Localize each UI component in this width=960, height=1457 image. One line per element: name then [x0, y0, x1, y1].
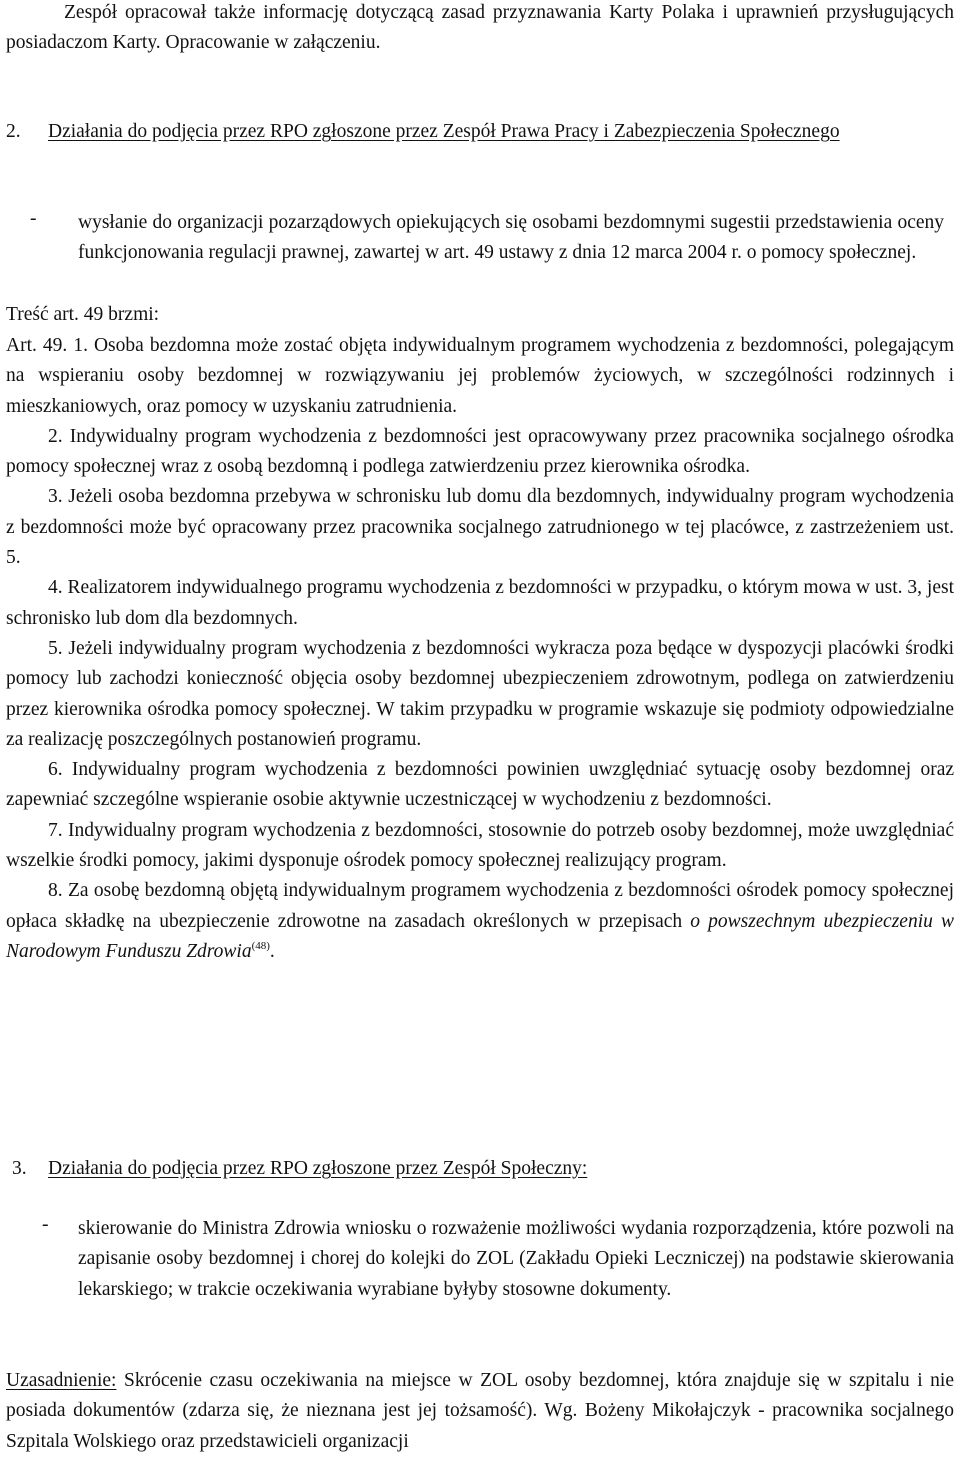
footnote-reference: (48): [251, 939, 270, 952]
section-2-bullet-text: wysłanie do organizacji pozarządowych opiekujących się osobami bezdomnymi sugestii przedstawienia oceny funkcjonowania regulacji prawnej, zawartej w art. 49 ustawy z dnia 12 marca 2004 r. o pomocy społecznej.: [78, 212, 944, 264]
bullet-dash: -: [30, 208, 37, 229]
article-intro-label: Treść art. 49 brzmi:: [6, 304, 160, 325]
article-paragraph-4: 4. Realizatorem indywidualnego programu wychodzenia z bezdomności w przypadku, o którym mowa w ust. 3, jest schronisko lub dom dla bezdomnych.: [6, 577, 954, 629]
section-2-title: Działania do podjęcia przez RPO zgłoszone przez Zespół Prawa Pracy i Zabezpieczenia Społecznego: [48, 121, 840, 142]
article-paragraph-5: 5. Jeżeli indywidualny program wychodzenia z bezdomności wykracza poza będące w dyspozycji placówki środki pomocy lub zachodzi konieczność objęcia osoby bezdomnej ubezpieczeniem zdrowotnym, podlega on zatwierdzeniu przez kierownika ośrodka pomocy społecznej. W takim przypadku w programie wskazuje się podmioty odpowiedzialne za realizację poszczególnych postanowień programu.: [6, 637, 954, 750]
section-3-number: 3.: [12, 1158, 27, 1179]
article-paragraph-3: 3. Jeżeli osoba bezdomna przebywa w schronisku lub domu dla bezdomnych, indywidualny program wychodzenia z bezdomności może być opracowany przez pracownika socjalnego zatrudnionego w tej placówce, z zastrzeżeniem ust. 5.: [6, 486, 954, 569]
justification-paragraph: Uzasadnienie: Skrócenie czasu oczekiwania na miejsce w ZOL osoby bezdomnej, która znajduje się w szpitalu i nie posiada dokumentów (zdarza się, że nieznana jest jej tożsamość). Wg. Bożeny Mikołajczyk - pracownika socjalnego Szpitala Wolskiego oraz przedstawicieli organizacji: [6, 1370, 954, 1452]
section-2-number: 2.: [6, 121, 21, 142]
article-paragraph-7: 7. Indywidualny program wychodzenia z bezdomności, stosownie do potrzeb osoby bezdomnej, może uwzględniać wszelkie środki pomocy, jakimi dysponuje ośrodek pomocy społecznej realizujący program.: [6, 819, 954, 872]
article-paragraph-6: 6. Indywidualny program wychodzenia z bezdomności powinien uwzględniać sytuację osoby bezdomnej oraz zapewniać szczególne wspieranie osobie aktywnie uczestniczącej w wychodzeniu z bezdomności.: [6, 759, 954, 811]
article-paragraph-8: 8. Za osobę bezdomną objętą indywidualnym programem wychodzenia z bezdomności ośrodek pomocy społecznej opłaca składkę na ubezpieczenie zdrowotne na zasadach określonych w przepisach o powszechnym ubezpieczeniu w Narodowym Funduszu Zdrowia$^{(48)}$.: [6, 880, 954, 962]
section-3-bullet: [6, 1214, 954, 1305]
section-3-title: Działania do podjęcia przez RPO zgłoszone przez Zespół Społeczny:: [48, 1158, 588, 1179]
law-title: o powszechnym ubezpieczeniu w Narodowym Funduszu Zdrowia: [6, 910, 954, 962]
section-3-bullet-text: skierowanie do Ministra Zdrowia wniosku o rozważenie możliwości wydania rozporządzenia, które pozwoli na zapisanie osoby bezdomnej i chorej do kolejki do ZOL (Zakładu Opieki Leczniczej) na podstawie skierowania lekarskiego; w trakcie oczekiwania wyrabiane byłyby stosowne dokumenty.: [78, 1218, 954, 1300]
article-label: Art. 49.: [6, 335, 68, 356]
section-3-heading: [6, 1154, 954, 1184]
section-2-bullet: [6, 208, 944, 269]
article-49: [6, 331, 954, 967]
article-paragraph-1: Art. 49. 1. Osoba bezdomna może zostać objęta indywidualnym programem wychodzenia z bezdomności, polegającym na wspieraniu osoby bezdomnej w rozwiązywaniu jej problemów życiowych, w szczególności rodzinnych i mieszkaniowych, oraz pomocy w uzyskaniu zatrudnienia.: [6, 335, 954, 417]
section-2-heading: [6, 117, 954, 147]
article-paragraph-2: 2. Indywidualny program wychodzenia z bezdomności jest opracowywany przez pracownika socjalnego ośrodka pomocy społecznej wraz z osobą bezdomną i podlega zatwierdzeniu przez kierownika ośrodka.: [6, 425, 954, 478]
justification-label: Uzasadnienie:: [6, 1370, 117, 1391]
intro-paragraph: Zespół opracował także informację dotyczącą zasad przyznawania Karty Polaka i uprawnień przysługujących posiadaczom Karty. Opracowanie w załączeniu.: [6, 2, 954, 54]
bullet-dash: -: [42, 1214, 49, 1235]
